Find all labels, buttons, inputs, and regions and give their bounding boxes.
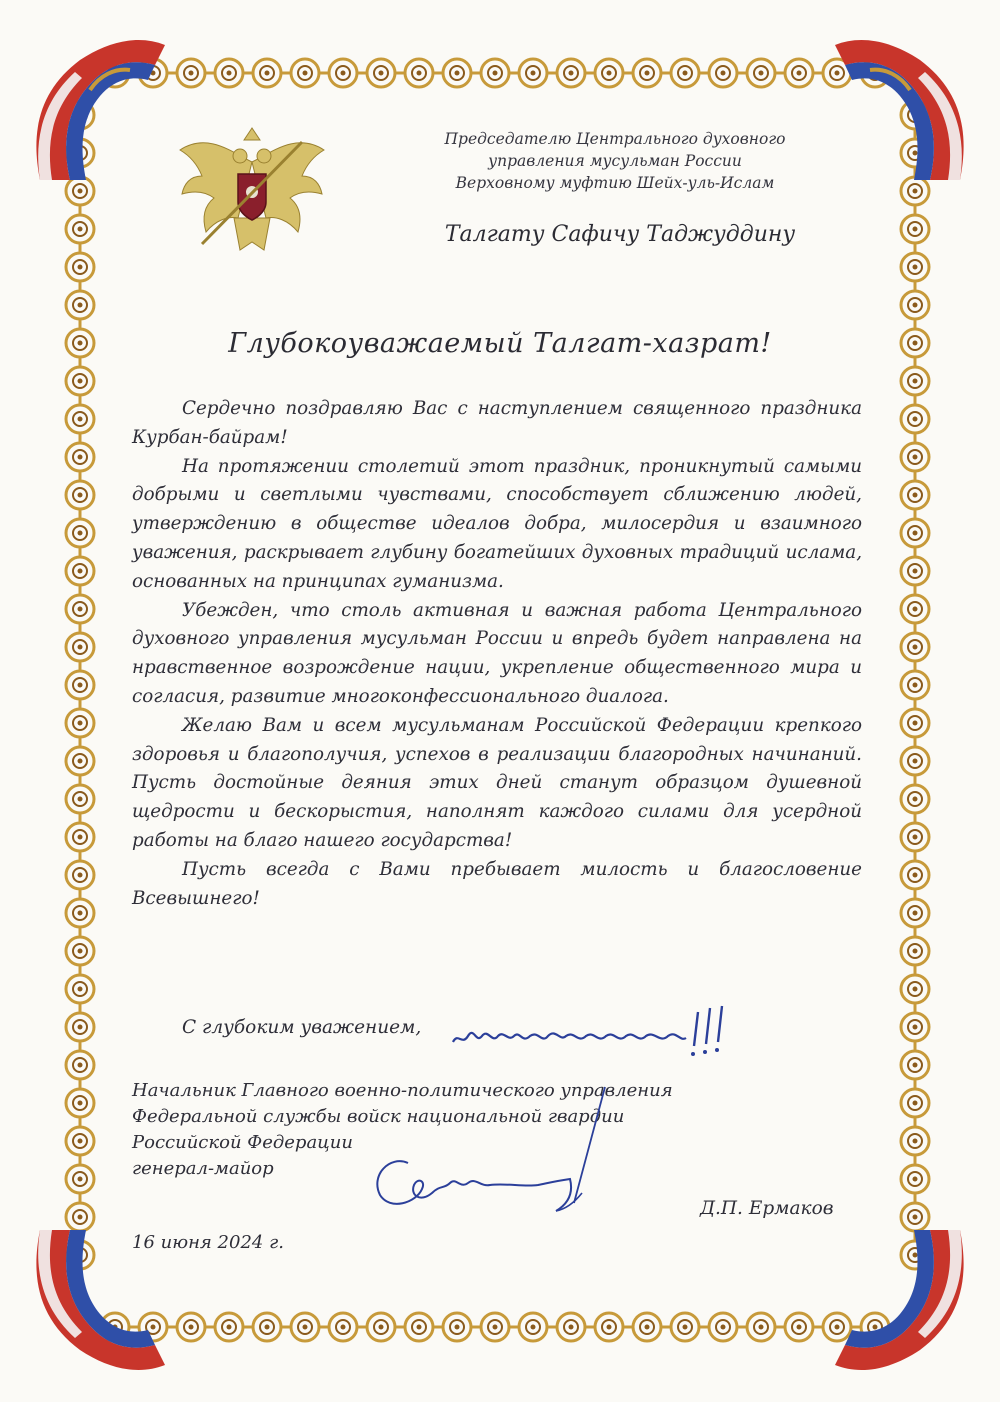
- signatory-title-line: Федеральной службы войск национальной гвардии: [132, 1106, 625, 1127]
- paragraph: На протяжении столетий этот праздник, проникнутый самыми добрыми и светлыми чувствами, способствует сближению людей, утверждению в обществе идеалов добра, милосердия и взаимного уважения, раскрывает глубину богатейших духовных традиций ислама, основанных на принципах гуманизма.: [132, 455, 862, 592]
- ornament-border-right: [880, 95, 950, 1305]
- letter-body: [132, 395, 862, 913]
- paragraph: Убежден, что столь активная и важная работа Центрального духовного управления мусульман России и впредь будет направлена на нравственное возрождение нации, укрепление общественного мира и согласия, развитие многоконфессионального диалога.: [132, 599, 862, 707]
- paragraph: Желаю Вам и всем мусульманам Российской Федерации крепкого здоровья и благополучия, успехов в реализации благородных начинаний. Пусть достойные деяния этих дней станут образцом душевной щедрости и бескорыстия, наполнят каждого силами для усердной работы на благо нашего государства!: [132, 714, 862, 851]
- flag-ribbon-icon: [830, 1220, 980, 1390]
- signatory-title-line: генерал-майор: [132, 1158, 274, 1179]
- closing-phrase: С глубоким уважением,: [182, 1017, 422, 1038]
- flag-ribbon-icon: [20, 20, 170, 190]
- rosgvardia-eagle-emblem-icon: [172, 122, 332, 257]
- addressee-block: [400, 128, 830, 194]
- handwritten-note: [448, 1002, 748, 1062]
- ornament-border-bottom: [95, 1292, 905, 1362]
- signer-name: Д.П. Ермаков: [700, 1198, 834, 1219]
- ornament-border-top: [95, 38, 905, 108]
- addressee-line: управления мусульман России: [488, 152, 742, 170]
- ornament-border-left: [45, 95, 115, 1305]
- addressee-name: Талгату Сафичу Таджуддину: [444, 222, 796, 247]
- salutation: Глубокоуважаемый Талгат-хазрат!: [228, 328, 772, 359]
- paragraph: Сердечно поздравляю Вас с наступлением священного праздника Курбан-байрам!: [132, 398, 862, 448]
- addressee-line: Верховному муфтию Шейх-уль-Ислам: [455, 174, 775, 192]
- flag-ribbon-icon: [830, 20, 980, 190]
- signatory-title-line: Российской Федерации: [132, 1132, 353, 1153]
- handwritten-signature: [360, 1085, 640, 1235]
- addressee-line: Председателю Центрального духовного: [444, 130, 786, 148]
- letter-date: 16 июня 2024 г.: [132, 1232, 284, 1253]
- paragraph: Пусть всегда с Вами пребывает милость и благословение Всевышнего!: [132, 858, 862, 909]
- signatory-title-line: Начальник Главного военно-политического управления: [132, 1080, 673, 1101]
